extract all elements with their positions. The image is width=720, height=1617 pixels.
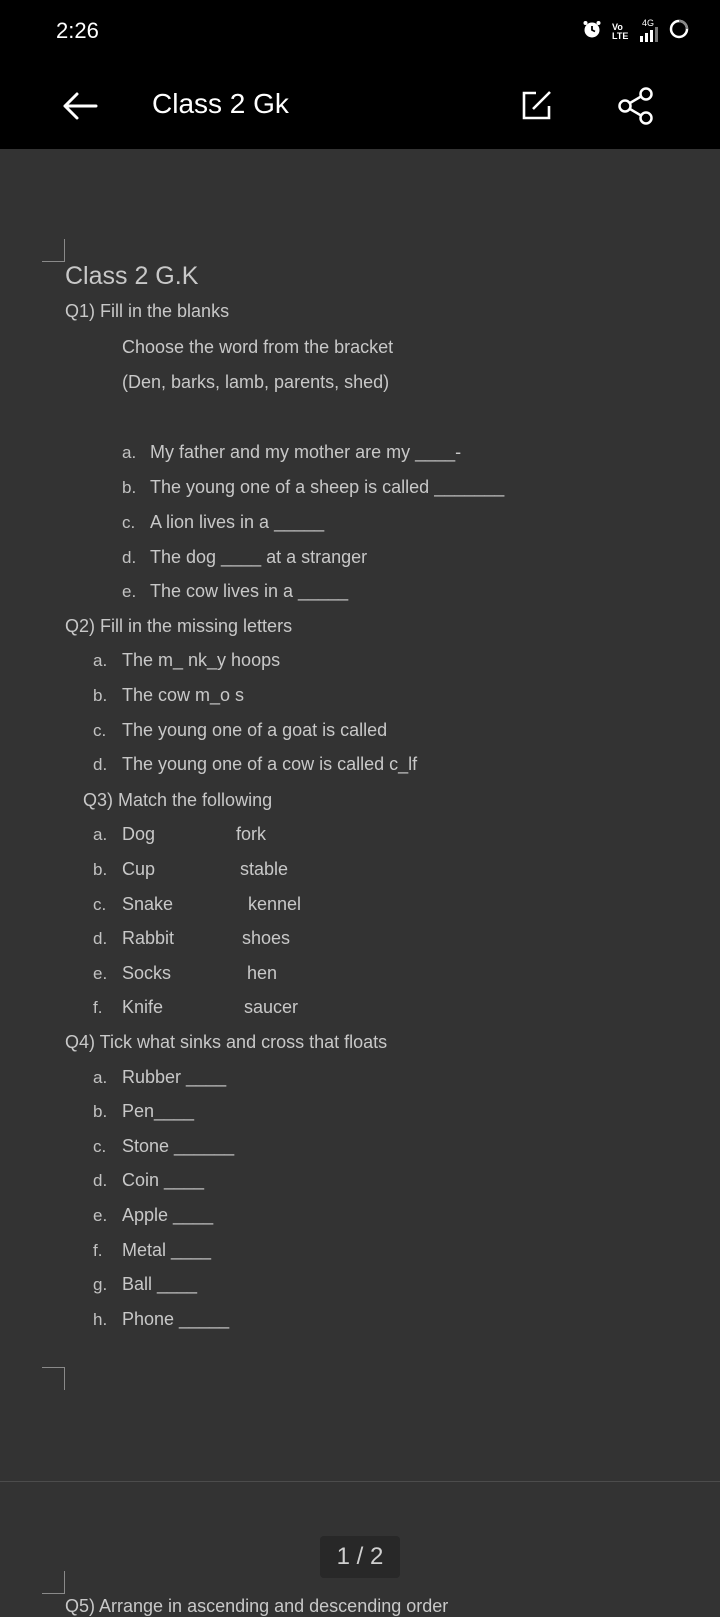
arrow-left-icon: [60, 90, 100, 122]
page-corner-mark: [42, 1367, 65, 1390]
list-item: Ball ____: [122, 1274, 198, 1294]
list-marker: f.: [93, 1241, 103, 1260]
page-corner-mark: [42, 239, 65, 262]
match-right: kennel: [248, 894, 302, 914]
list-item: The cow lives in a _____: [150, 581, 349, 601]
network-type-label: 4G: [642, 17, 655, 28]
match-left: Rabbit: [122, 928, 175, 948]
list-marker: d.: [122, 548, 137, 567]
list-marker: a.: [93, 1068, 108, 1087]
q2-heading: Q2) Fill in the missing letters: [65, 616, 293, 636]
match-right: hen: [247, 963, 278, 983]
list-marker: f.: [93, 998, 103, 1017]
list-item: The young one of a sheep is called _______: [150, 477, 505, 497]
page-corner-mark: [42, 1571, 65, 1594]
match-right: stable: [240, 859, 289, 879]
list-marker: a.: [93, 825, 108, 844]
list-item: Pen____: [122, 1101, 195, 1121]
q1-heading: Q1) Fill in the blanks: [65, 301, 230, 321]
match-left: Snake: [122, 894, 174, 914]
list-item: My father and my mother are my ____-: [150, 442, 462, 462]
signal-icon: [640, 17, 658, 42]
edit-icon: [520, 88, 554, 122]
q1-word-bank: (Den, barks, lamb, parents, shed): [122, 372, 390, 392]
match-left: Socks: [122, 963, 172, 983]
q3-heading: Q3) Match the following: [83, 790, 273, 810]
q4-heading: Q4) Tick what sinks and cross that floats: [65, 1032, 388, 1052]
list-marker: g.: [93, 1275, 108, 1294]
list-marker: e.: [122, 582, 137, 601]
q1-instruction: Choose the word from the bracket: [122, 337, 394, 357]
list-marker: h.: [93, 1310, 108, 1329]
volte-icon: Vo LTE: [612, 21, 629, 41]
list-item: The young one of a goat is called: [122, 720, 388, 740]
match-right: shoes: [242, 928, 291, 948]
status-time: 2:26: [56, 18, 99, 43]
list-item: The dog ____ at a stranger: [150, 547, 368, 567]
list-marker: d.: [93, 1171, 108, 1190]
back-button[interactable]: [60, 90, 100, 122]
list-item: A lion lives in a _____: [150, 512, 325, 532]
list-marker: b.: [93, 1102, 108, 1121]
list-marker: c.: [93, 895, 107, 914]
list-item: The cow m_o s: [122, 685, 245, 705]
list-marker: c.: [122, 513, 136, 532]
match-right: saucer: [244, 997, 299, 1017]
battery-icon: [668, 18, 690, 45]
list-item: Stone ______: [122, 1136, 235, 1156]
list-marker: a.: [122, 443, 137, 462]
list-marker: e.: [93, 964, 108, 983]
share-icon: [616, 86, 656, 126]
list-marker: b.: [93, 686, 108, 705]
list-marker: b.: [122, 478, 137, 497]
match-left: Dog: [122, 824, 156, 844]
list-item: Phone _____: [122, 1309, 230, 1329]
app-title: Class 2 Gk: [152, 88, 289, 119]
match-right: fork: [236, 824, 267, 844]
edit-button[interactable]: [520, 88, 554, 122]
list-item: Coin ____: [122, 1170, 205, 1190]
q5-heading: Q5) Arrange in ascending and descending order: [65, 1596, 449, 1616]
status-bar: [0, 0, 720, 62]
list-marker: c.: [93, 1137, 107, 1156]
list-item: Metal ____: [122, 1240, 212, 1260]
list-marker: d.: [93, 929, 108, 948]
list-item: Rubber ____: [122, 1067, 227, 1087]
list-item: Apple ____: [122, 1205, 214, 1225]
list-marker: e.: [93, 1206, 108, 1225]
match-left: Cup: [122, 859, 156, 879]
list-item: The young one of a cow is called c_lf: [122, 754, 418, 774]
app-bar: [0, 62, 720, 149]
alarm-icon: [582, 19, 602, 44]
list-marker: b.: [93, 860, 108, 879]
list-marker: a.: [93, 651, 108, 670]
share-button[interactable]: [616, 86, 656, 126]
status-icons: [582, 18, 690, 45]
list-marker: d.: [93, 755, 108, 774]
document-viewer[interactable]: [0, 149, 720, 1616]
document-title: Class 2 G.K: [65, 262, 199, 290]
list-marker: c.: [93, 721, 107, 740]
page-divider: [0, 1481, 720, 1482]
match-left: Knife: [122, 997, 164, 1017]
page-indicator: 1 / 2: [320, 1536, 400, 1578]
list-item: The m_ nk_y hoops: [122, 650, 281, 670]
